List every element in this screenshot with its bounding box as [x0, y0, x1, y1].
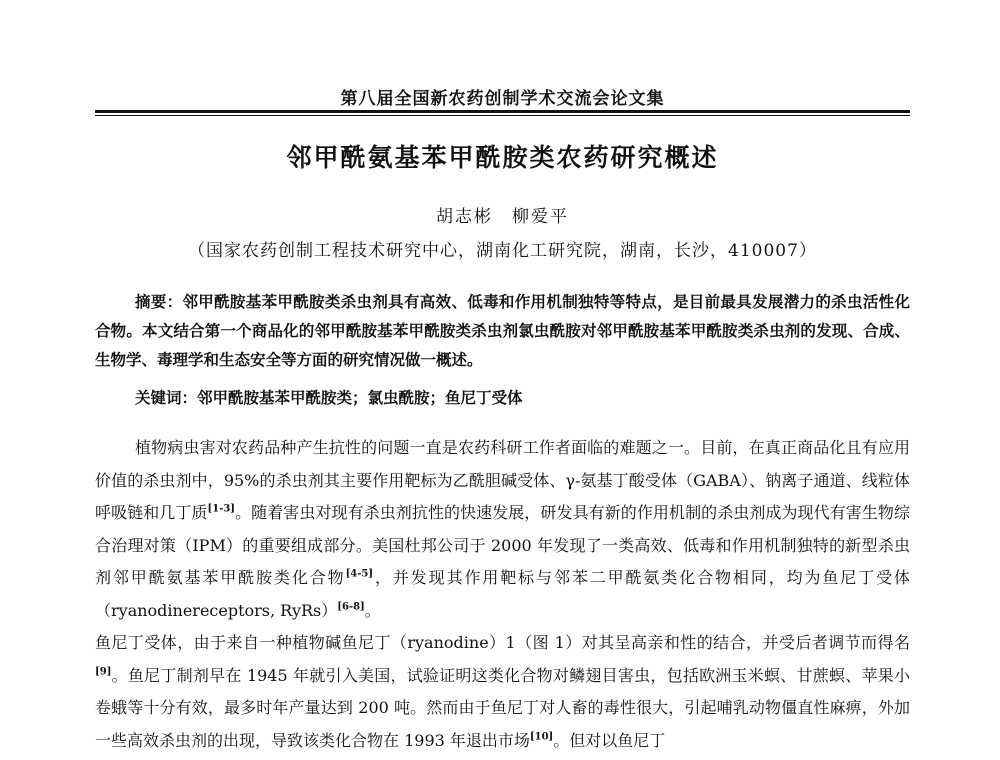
- body-text-span: 。随着害虫对现有杀虫剂抗性的快速发展，研发具有新的作用机制的杀虫剂成为现代有害生物综合治理对策（IPM）的重要组成部分。美国杜邦公司于 2000 年发现了一类高效、低毒和作用机制独特的新型杀虫剂邻甲酰氨基苯甲酰胺类化合物: [95, 503, 910, 587]
- affiliation: （国家农药创制工程技术研究中心，湖南化工研究院，湖南，长沙，410007）: [188, 241, 817, 261]
- keywords: [135, 386, 910, 408]
- authors: 胡志彬 柳爱平: [436, 207, 569, 227]
- body-text-span: 植物病虫害对农药品种产生抗性的问题一直是农药科研工作者面临的难题之一。目前，在真正商品化且有应用价值的杀虫剂中，95%的杀虫剂其主要作用靶标为乙酰胆碱受体、γ-氨基丁酸受体（GABA）、钠离子通道、线粒体呼吸链和几丁质: [95, 438, 910, 522]
- body-text-span: 。: [364, 600, 381, 620]
- keywords-label: 关键词：: [135, 388, 198, 407]
- body-text-span: 。但对以鱼尼丁: [553, 730, 666, 750]
- header-rule-thin: [95, 115, 910, 116]
- paragraph: [95, 432, 910, 627]
- running-header: 第八届全国新农药创制学术交流会论文集: [340, 89, 665, 109]
- header-rule-thick: [95, 110, 910, 113]
- citation: [6-8]: [337, 601, 365, 613]
- abstract-label: 摘要：: [135, 292, 183, 311]
- body-text-span: ，并发现其作用靶标与邻苯二甲酰氨类化合物相同，均为鱼尼丁受体（ryanodinereceptors, RyRs）: [95, 568, 910, 620]
- abstract-text: 邻甲酰胺基苯甲酰胺类杀虫剂具有高效、低毒和作用机制独特等特点，是目前最具发展潜力的杀虫活性化合物。本文结合第一个商品化的邻甲酰胺基苯甲酰胺类杀虫剂氯虫酰胺对邻甲酰胺基苯甲酰胺类杀虫剂的发现、合成、生物学、毒理学和生态安全等方面的研究情况做一概述。: [95, 292, 910, 369]
- citation: [10]: [529, 731, 554, 743]
- keywords-text: 邻甲酰胺基苯甲酰胺类；氯虫酰胺；鱼尼丁受体: [197, 388, 523, 407]
- citation: [1-3]: [207, 503, 236, 515]
- body-text-span: 鱼尼丁受体，由于来自一种植物碱鱼尼丁（ryanodine）1（图 1）对其呈高亲和性的结合，并受后者调节而得名: [95, 633, 910, 652]
- abstract: [95, 287, 910, 374]
- paper-title: 邻甲酰氨基苯甲酰胺类农药研究概述: [286, 143, 719, 172]
- paragraph: [95, 627, 910, 757]
- body-text-span: 。鱼尼丁制剂早在 1945 年就引入美国，试验证明这类化合物对鳞翅目害虫，包括欧洲玉米螟、甘蔗螟、苹果小卷蛾等十分有效，最多时年产量达到 200 吨。然而由于鱼尼丁对人畜的毒性很大，引起哺乳动物僵直性麻痹，外加一些高效杀虫剂的出现，导致该类化合物在 1993 年退出市场: [95, 665, 910, 750]
- citation: [9]: [95, 666, 112, 678]
- body-text: [95, 432, 910, 757]
- citation: [4-5]: [345, 568, 374, 580]
